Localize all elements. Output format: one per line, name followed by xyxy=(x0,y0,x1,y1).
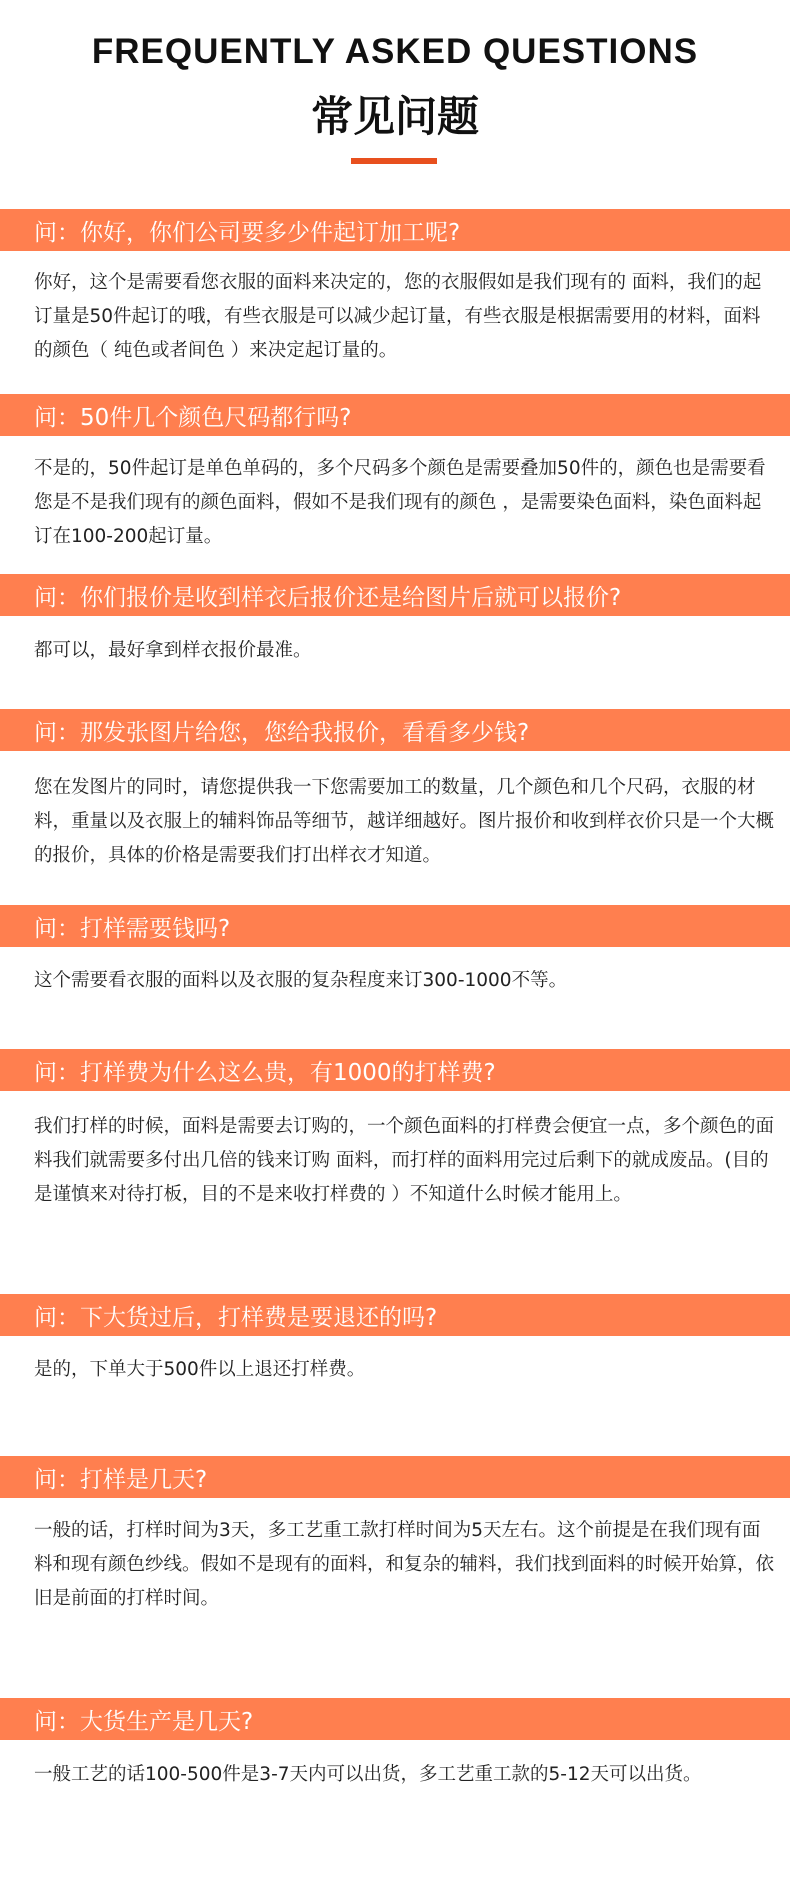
faq-answer-8: 一般的话，打样时间为3天，多工艺重工款打样时间为5天左右。这个前提是在我们现有面料和现有颜色纱线。假如不是现有的面料，和复杂的辅料，我们找到面料的时候开始算，依旧是前面的打样时间。 xyxy=(34,1520,775,1609)
faq-answer-9: 一般工艺的话100-500件是3-7天内可以出货，多工艺重工款的5-12天可以出货。 xyxy=(34,1764,702,1785)
title-underline xyxy=(351,158,437,164)
faq-answer-2: 不是的，50件起订是单色单码的，多个尺码多个颜色是需要叠加50件的，颜色也是需要看您是不是我们现有的颜色面料，假如不是我们现有的颜色 ，是需要染色面料，染色面料起订在100-200起订量。 xyxy=(34,458,766,547)
faq-question-1: 问：你好，你们公司要多少件起订加工呢? xyxy=(0,209,790,251)
faq-question-2: 问：50件几个颜色尺码都行吗? xyxy=(0,394,790,436)
faq-question-9: 问：大货生产是几天? xyxy=(0,1698,790,1740)
faq-question-3: 问：你们报价是收到样衣后报价还是给图片后就可以报价? xyxy=(0,574,790,616)
faq-question-8: 问：打样是几天? xyxy=(0,1456,790,1498)
faq-answer-1: 你好，这个是需要看您衣服的面料来决定的，您的衣服假如是我们现有的 面料，我们的起订量是50件起订的哦，有些衣服是可以减少起订量，有些衣服是根据需要用的材料，面料的颜色（ 纯色或者间色 ）来决定起订量的。 xyxy=(34,272,762,361)
faq-question-4: 问：那发张图片给您，您给我报价，看看多少钱? xyxy=(0,709,790,751)
faq-answer-4: 您在发图片的同时，请您提供我一下您需要加工的数量，几个颜色和几个尺码，衣服的材料，重量以及衣服上的辅料饰品等细节，越详细越好。图片报价和收到样衣价只是一个大概的报价，具体的价格是需要我们打出样衣才知道。 xyxy=(34,777,775,866)
faq-answer-5: 这个需要看衣服的面料以及衣服的复杂程度来订300-1000不等。 xyxy=(34,970,568,991)
faq-answer-7: 是的，下单大于500件以上退还打样费。 xyxy=(34,1359,366,1380)
page-title-cn: 常见问题 xyxy=(310,92,479,141)
faq-answer-6: 我们打样的时候，面料是需要去订购的，一个颜色面料的打样费会便宜一点，多个颜色的面料我们就需要多付出几倍的钱来订购 面料，而打样的面料用完过后剩下的就成废品。(目的是谨慎来对待打板，目的不是来收打样费的 ）不知道什么时候才能用上。 xyxy=(34,1116,775,1205)
faq-question-7: 问：下大货过后，打样费是要退还的吗? xyxy=(0,1294,790,1336)
faq-header xyxy=(0,0,790,210)
faq-question-5: 问：打样需要钱吗? xyxy=(0,905,790,947)
page-title-en: FREQUENTLY ASKED QUESTIONS xyxy=(91,32,699,71)
faq-question-6: 问：打样费为什么这么贵，有1000的打样费? xyxy=(0,1049,790,1091)
faq-answer-3: 都可以，最好拿到样衣报价最准。 xyxy=(34,640,312,661)
